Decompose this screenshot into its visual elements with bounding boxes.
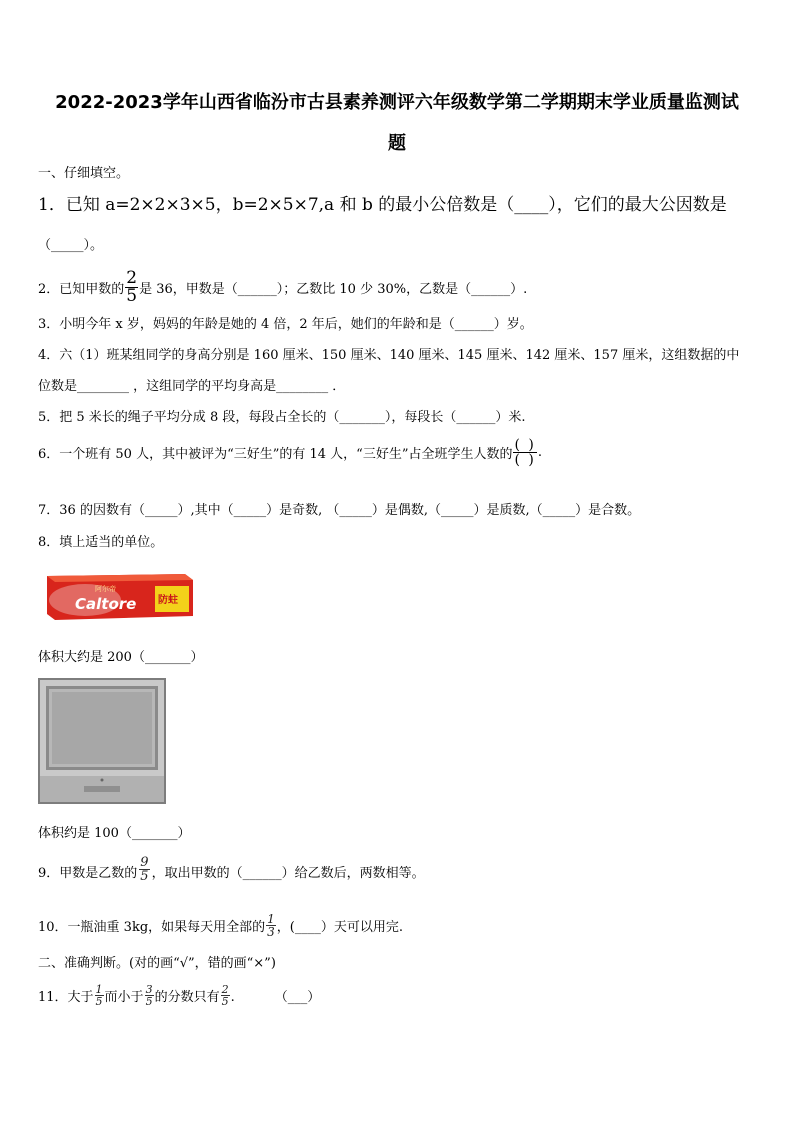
question-10 [38, 913, 403, 938]
fraction-two-fifths [125, 270, 138, 305]
fraction-nine-fifths [139, 856, 149, 883]
question-9 [38, 856, 425, 883]
volume-label-2: 体积约是 100（_______） [38, 826, 191, 841]
fraction-one-third [266, 913, 276, 938]
question-7: 7．36 的因数有（_____）,其中（_____）是奇数, （_____）是偶数,（_____）是质数,（_____）是合数。 [38, 503, 641, 518]
fraction-denominator: 3 [267, 925, 275, 939]
fraction-denominator: ( ) [514, 452, 536, 468]
question-9-pre: 9．甲数是乙数的 [38, 866, 138, 881]
question-11-post: . [230, 990, 235, 1005]
question-9-post: ，取出甲数的（______）给乙数后，两数相等。 [151, 866, 425, 881]
fraction-two-fifths-small [221, 984, 230, 1007]
fraction-denominator: 5 [95, 995, 103, 1008]
question-11-pre: 11．大于 [38, 990, 94, 1005]
question-6-post: . [537, 445, 542, 460]
toothpaste-box-image [45, 572, 195, 622]
question-6-pre: 6．一个班有 50 人，其中被评为“三好生”的有 14 人，“三好生”占全班学生人数的 [38, 447, 513, 462]
tv-image [38, 678, 166, 804]
document-title-line2: 题 [388, 133, 406, 154]
toothpaste-brand: Caltore [75, 595, 137, 613]
question-11-mid2: 的分数只有 [154, 990, 220, 1005]
fraction-numerator: 1 [95, 983, 103, 996]
fraction-numerator: 1 [267, 912, 275, 926]
question-11-mid: 而小于 [104, 990, 144, 1005]
document-title-line1: 2022-2023学年山西省临汾市古县素养测评六年级数学第二学期期末学业质量监测试 [55, 92, 739, 113]
question-1-line1: 1．已知 a=2×2×3×5，b=2×5×7,a 和 b 的最小公倍数是（____），它们的最大公因数是 [38, 195, 727, 215]
question-8: 8．填上适当的单位。 [38, 535, 164, 550]
section-heading-1: 一、仔细填空。 [38, 166, 130, 181]
question-10-post: ，(____）天可以用完. [276, 920, 404, 935]
question-3: 3．小明今年 x 岁，妈妈的年龄是她的 4 倍，2 年后，她们的年龄和是（______）岁。 [38, 317, 533, 332]
fraction-numerator: 3 [145, 983, 153, 996]
question-4-line2: 位数是________ ，这组同学的平均身高是________ ． [38, 379, 346, 394]
question-6 [38, 438, 542, 467]
volume-label-1: 体积大约是 200（_______） [38, 650, 204, 665]
fraction-blank [513, 438, 536, 467]
toothpaste-brand-cn: 阿尔帝 [95, 585, 116, 593]
question-2 [38, 270, 527, 305]
question-4-line1: 4．六（1）班某组同学的身高分别是 160 厘米、150 厘米、140 厘米、145 厘米、142 厘米、157 厘米，这组数据的中 [38, 348, 740, 363]
fraction-three-fifths [145, 984, 154, 1007]
fraction-denominator: 5 [145, 995, 153, 1008]
fraction-denominator: 5 [221, 995, 229, 1008]
toothpaste-badge: 防蛀 [158, 595, 178, 606]
fraction-numerator: ( ) [514, 437, 536, 453]
fraction-one-fifth [95, 984, 104, 1007]
fraction-numerator: 9 [140, 855, 149, 870]
fraction-denominator: 5 [126, 286, 138, 306]
question-2-post: 是 36，甲数是（______）；乙数比 10 少 30%，乙数是（______）. [139, 282, 528, 297]
question-5: 5．把 5 米长的绳子平均分成 8 段，每段占全长的（_______），每段长（______）米. [38, 410, 526, 425]
question-10-pre: 10．一瓶油重 3kg，如果每天用全部的 [38, 920, 266, 935]
section-heading-2: 二、准确判断。(对的画“√”，错的画“×”) [38, 956, 276, 971]
question-2-pre: 2．已知甲数的 [38, 282, 125, 297]
question-1-line2: （_____）。 [38, 238, 104, 253]
fraction-numerator: 2 [221, 983, 229, 996]
fraction-numerator: 2 [126, 268, 138, 288]
question-11 [38, 984, 320, 1007]
fraction-denominator: 5 [140, 869, 149, 884]
question-11-answer-blank: （___） [274, 990, 321, 1005]
